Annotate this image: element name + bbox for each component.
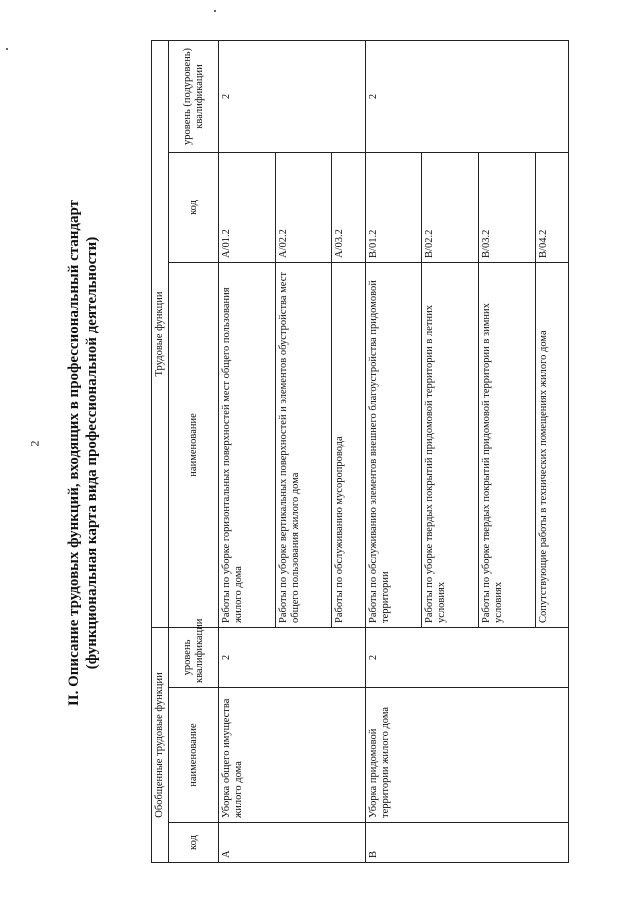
group-name: Уборка придомовой территории жилого дома xyxy=(365,687,568,822)
group-code: А xyxy=(219,822,366,862)
function-sublevel: 2 xyxy=(219,40,366,152)
function-sublevel: 2 xyxy=(365,40,568,152)
group-name: Уборка общего имущества жилого дома xyxy=(219,687,366,822)
header-name: наименование xyxy=(169,687,219,822)
header-labor: Трудовые функции xyxy=(152,40,169,627)
function-code: A/01.2 xyxy=(219,152,276,262)
group-level: 2 xyxy=(365,627,568,687)
function-code: A/02.2 xyxy=(275,152,332,262)
functional-map-table xyxy=(151,39,569,862)
header-name-2: наименование xyxy=(169,262,219,627)
header-code: код xyxy=(169,822,219,862)
function-name: Работы по уборке твердых покрытий придомовой территории в летних условиях xyxy=(422,262,479,627)
function-code: A/03.2 xyxy=(332,152,365,262)
header-sublevel: уровень (подуровень) квалификации xyxy=(169,40,219,152)
function-name: Работы по уборке вертикальных поверхностей и элементов обустройства мест общего пользования жилого дома xyxy=(275,262,332,627)
section-title xyxy=(65,23,101,883)
function-code: B/03.2 xyxy=(479,152,536,262)
function-code: B/04.2 xyxy=(535,152,568,262)
group-level: 2 xyxy=(219,627,366,687)
function-code: B/02.2 xyxy=(422,152,479,262)
table-row xyxy=(365,40,422,862)
function-name: Сопутствующие работы в технических помещениях жилого дома xyxy=(535,262,568,627)
title-line-2: (функциональная карта вида профессиональной деятельности) xyxy=(84,236,100,669)
function-name: Работы по обслуживанию элементов внешнего благоустройства придомовой территории xyxy=(365,262,422,627)
group-code: В xyxy=(365,822,568,862)
header-level: уровень квалификации xyxy=(169,627,219,687)
table-row xyxy=(219,40,276,862)
function-name: Работы по уборке твердых покрытий придомовой территории в зимних условиях xyxy=(479,262,536,627)
header-generalized: Обобщенные трудовые функции xyxy=(152,627,169,862)
page-number: 2 xyxy=(27,440,42,447)
title-line-1: II. Описание трудовых функций, входящих в профессиональный стандарт xyxy=(66,199,82,706)
function-name: Работы по обслуживанию мусоропровода xyxy=(332,262,365,627)
function-code: B/01.2 xyxy=(365,152,422,262)
scan-speck xyxy=(6,48,8,50)
rotated-content xyxy=(65,23,575,883)
header-code-2: код xyxy=(169,152,219,262)
function-name: Работы по уборке горизонтальных поверхностей мест общего пользования жилого дома xyxy=(219,262,276,627)
scan-speck xyxy=(214,10,216,12)
